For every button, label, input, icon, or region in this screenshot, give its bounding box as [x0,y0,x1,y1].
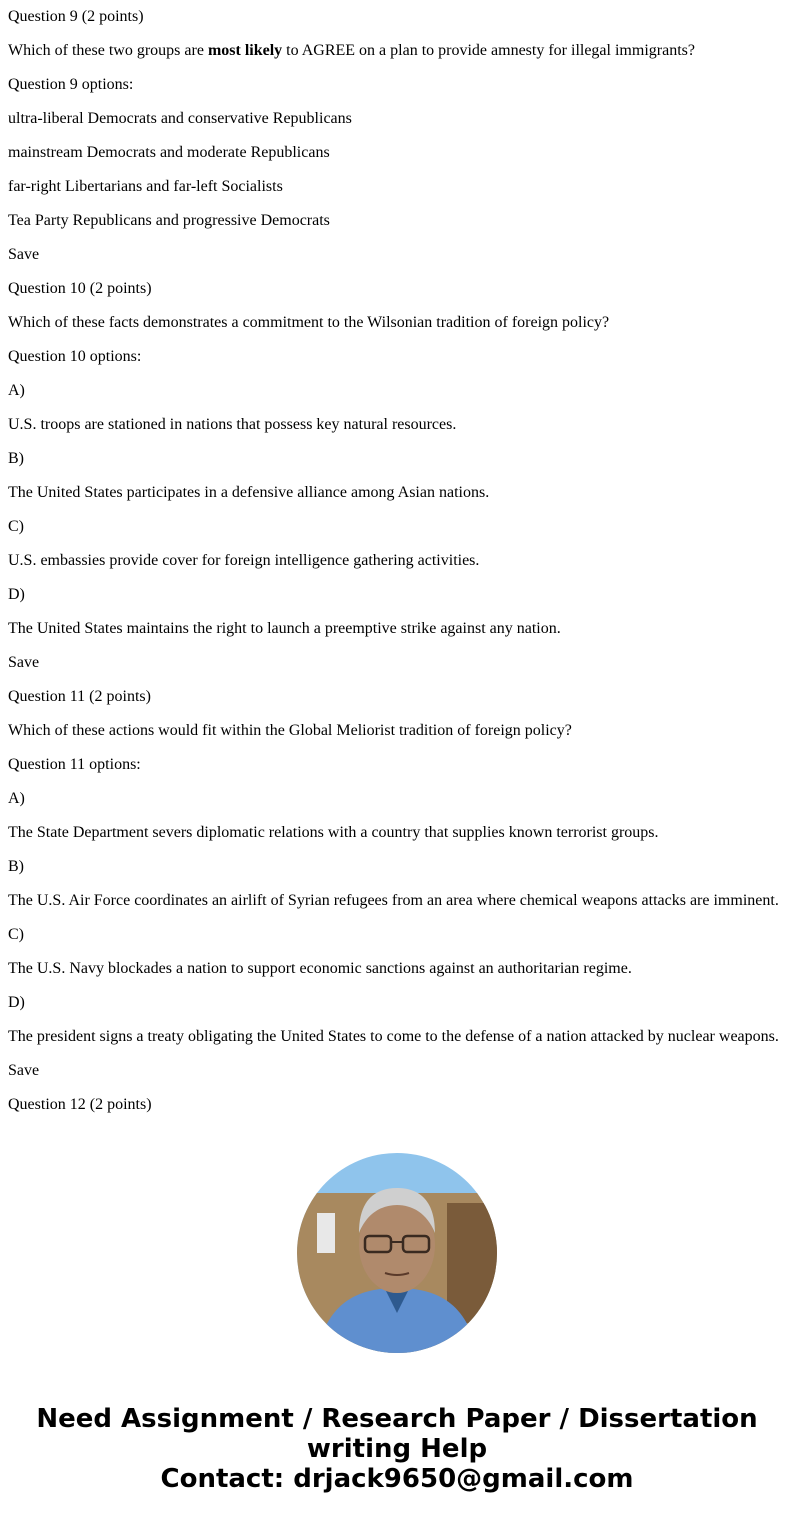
q10-option-text[interactable]: U.S. troops are stationed in nations that possess key natural resources. [8,416,457,433]
quiz-content [8,0,794,1122]
q10-option-text[interactable]: The United States participates in a defensive alliance among Asian nations. [8,484,490,501]
q11-save-button[interactable]: Save [8,1062,40,1079]
banner-headline: Need Assignment / Research Paper / Dissertation [36,1404,758,1434]
q11-option-text[interactable]: The U.S. Navy blockades a nation to support economic sanctions against an authoritarian regime. [8,960,632,977]
q12-title: Question 12 (2 points) [8,1096,152,1113]
q10-prompt: Which of these facts demonstrates a commitment to the Wilsonian tradition of foreign policy? [8,314,610,331]
q9-prompt [8,34,794,68]
q11-option-letter[interactable]: B) [8,858,24,875]
contact-banner [0,1404,794,1494]
q9-option[interactable]: Tea Party Republicans and progressive Democrats [8,212,330,229]
q11-prompt: Which of these actions would fit within the Global Meliorist tradition of foreign policy? [8,722,572,739]
q9-title: Question 9 (2 points) [8,8,144,25]
q10-option-letter[interactable]: C) [8,518,24,535]
avatar-switch-panel [317,1213,335,1253]
q10-save-button[interactable]: Save [8,654,40,671]
q11-option-letter[interactable]: A) [8,790,25,807]
q11-option-text[interactable]: The president signs a treaty obligating the United States to come to the defense of a nation attacked by nuclear weapons. [8,1028,779,1045]
q11-option-letter[interactable]: C) [8,926,24,943]
q11-title: Question 11 (2 points) [8,688,151,705]
q10-option-text[interactable]: U.S. embassies provide cover for foreign intelligence gathering activities. [8,552,480,569]
q9-prompt-start: Which of these two groups are [8,42,208,59]
q9-option[interactable]: ultra-liberal Democrats and conservative Republicans [8,110,352,127]
q11-option-text[interactable]: The U.S. Air Force coordinates an airlift of Syrian refugees from an area where chemical weapons attacks are imminent. [8,892,779,909]
q10-option-letter[interactable]: B) [8,450,24,467]
q9-prompt-end: to AGREE on a plan to provide amnesty for illegal immigrants? [282,42,695,59]
q9-prompt-emphasis: most likely [207,42,283,59]
q9-option[interactable]: mainstream Democrats and moderate Republicans [8,144,330,161]
q10-options-label: Question 10 options: [8,348,142,365]
q10-option-text[interactable]: The United States maintains the right to launch a preemptive strike against any nation. [8,620,561,637]
q10-option-letter[interactable]: A) [8,382,25,399]
avatar-portrait [297,1153,497,1353]
q9-option[interactable]: far-right Libertarians and far-left Socialists [8,178,283,195]
avatar [297,1153,497,1353]
q9-options-label: Question 9 options: [8,76,134,93]
avatar-wood-panel [447,1203,497,1323]
banner-subline: writing Help [306,1434,488,1464]
q10-title: Question 10 (2 points) [8,280,152,297]
q10-option-letter[interactable]: D) [8,586,25,603]
banner-contact-email: Contact: drjack9650@gmail.com [160,1464,634,1494]
q11-option-letter[interactable]: D) [8,994,25,1011]
q11-options-label: Question 11 options: [8,756,141,773]
q9-save-button[interactable]: Save [8,246,40,263]
q11-option-text[interactable]: The State Department severs diplomatic relations with a country that supplies known terrorist groups. [8,824,659,841]
